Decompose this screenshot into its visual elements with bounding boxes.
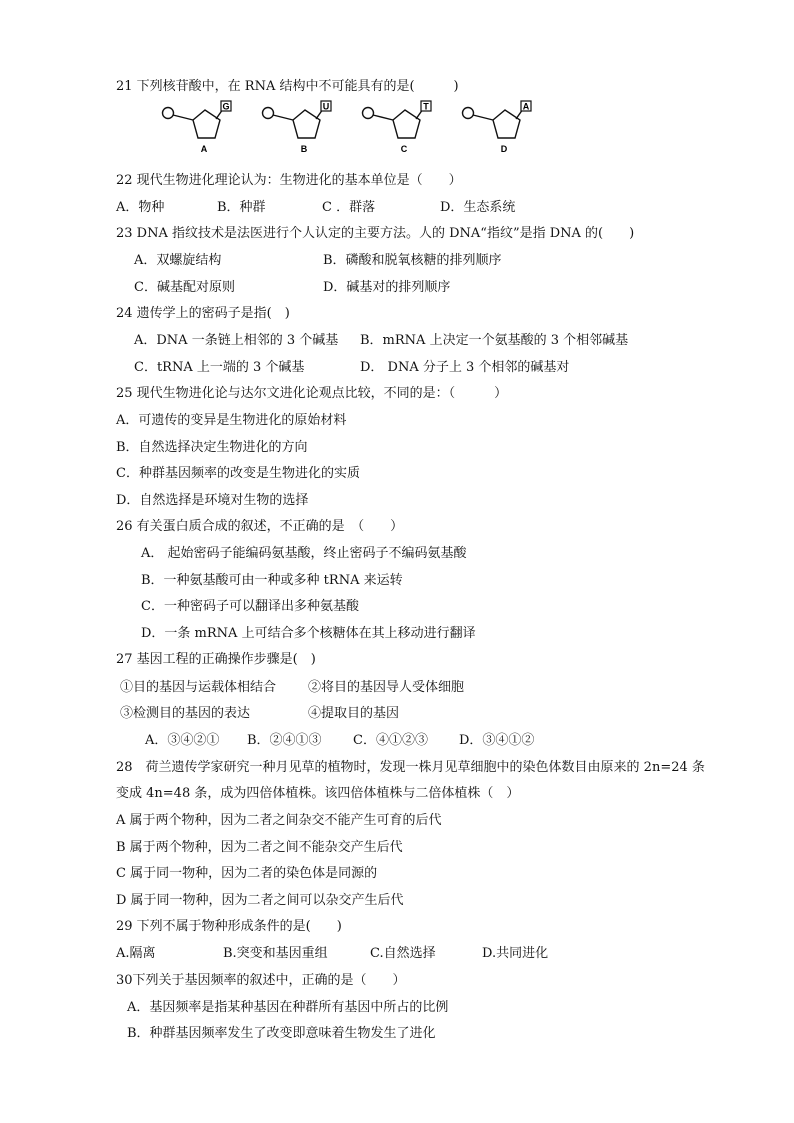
q24-options-row1 [134,333,694,349]
nucleotide-a [163,101,232,154]
q26-stem: 26 有关蛋白质合成的叙述，不正确的是 （ ） [116,519,404,534]
q29-option-c: C.自然选择 [370,946,436,961]
q30-option-b: B．种群基因频率发生了改变即意味着生物发生了进化 [127,1026,436,1041]
q25-option-a: A．可遗传的变异是生物进化的原始材料 [116,413,347,428]
q22-option-d: D．生态系统 [440,200,516,215]
phosphate-circle [163,108,174,119]
q23-option-c: C．碱基配对原则 [134,280,235,295]
option-label: B [300,144,308,154]
q28-option-a: A 属于两个物种，因为二者之间杂交不能产生可育的后代 [116,813,442,828]
q21-nucleotide-figure [160,100,540,160]
q26-option-c: C．一种密码子可以翻译出多种氨基酸 [141,599,359,614]
q23-option-a: A．双螺旋结构 [134,253,222,268]
q25-option-c: C．种群基因频率的改变是生物进化的实质 [116,466,360,481]
base-letter: U [322,101,330,112]
q26-option-d: D．一条 mRNA 上可结合多个核糖体在其上移动进行翻译 [141,626,476,641]
option-label: D [500,144,508,154]
q27-option-c: C．④①②③ [353,733,428,748]
phosphate-circle [463,108,474,119]
q27-step-1: ①目的基因与运载体相结合 [120,680,277,695]
q30-option-a: A．基因频率是指某种基因在种群所有基因中所占的比例 [127,1000,449,1015]
phosphate-circle [263,108,274,119]
q29-options [116,946,636,962]
q24-option-b: B．mRNA 上决定一个氨基酸的 3 个相邻碱基 [360,333,629,348]
nucleotide-diagram [160,100,540,160]
q27-step-2: ②将目的基因导人受体细胞 [308,680,465,695]
pentose-sugar [393,110,420,138]
q27-option-b: B．②④①③ [247,733,322,748]
q29-option-b: B.突变和基因重组 [223,946,328,961]
q27-stem: 27 基因工程的正确操作步骤是( ) [116,652,316,667]
q23-option-b: B．磷酸和脱氧核糖的排列顺序 [323,253,502,268]
q24-option-d: D． DNA 分子上 3 个相邻的碱基对 [360,360,570,375]
q23-options-row2 [134,280,694,296]
q24-stem: 24 遗传学上的密码子是指( ) [116,306,290,321]
q26-option-b: B．一种氨基酸可由一种或多种 tRNA 来运转 [141,573,403,588]
q27-option-a: A．③④②① [145,733,220,748]
q23-options-row1 [134,253,694,269]
q30-stem: 30下列关于基因频率的叙述中，正确的是（ ） [116,973,406,988]
nucleotide-d [463,101,532,154]
q28-option-d: D 属于同一物种，因为二者之间可以杂交产生后代 [116,893,404,908]
q28-stem-line2: 变成 4n=48 条，成为四倍体植株。该四倍体植株与二倍体植株（ ） [116,786,520,801]
q27-steps-row1 [120,680,620,696]
q22-option-b: B．种群 [217,200,266,215]
pentose-sugar [193,110,220,138]
q24-option-c: C．tRNA 上一端的 3 个碱基 [134,360,305,375]
q29-option-d: D.共同进化 [482,946,549,961]
q27-option-d: D．③④①② [459,733,535,748]
q25-stem: 25 现代生物进化论与达尔文进化论观点比较，不同的是：（ ） [116,386,508,401]
q27-steps-row2 [120,706,620,722]
q29-option-a: A.隔离 [116,946,156,961]
q28-option-b: B 属于两个物种，因为二者之间不能杂交产生后代 [116,840,403,855]
base-letter: A [522,101,530,112]
q23-stem: 23 DNA 指纹技术是法医进行个人认定的主要方法。人的 DNA“指纹”是指 DNA 的( ) [116,226,635,241]
q25-option-b: B．自然选择决定生物进化的方向 [116,440,308,455]
q21-stem: 21 下列核苷酸中，在 RNA 结构中不可能具有的是( ) [116,79,459,94]
q23-option-d: D．碱基对的排列顺序 [323,280,451,295]
nucleotide-b [263,101,332,154]
q27-step-4: ④提取目的基因 [308,706,400,721]
nucleotide-c [363,101,432,154]
q27-step-3: ③检测目的基因的表达 [120,706,251,721]
pentose-sugar [493,110,520,138]
q24-option-a: A．DNA 一条链上相邻的 3 个碱基 [134,333,339,348]
option-label: C [400,144,408,154]
base-letter: T [423,101,429,112]
q25-option-d: D．自然选择是环境对生物的选择 [116,493,309,508]
q22-stem: 22 现代生物进化理论认为：生物进化的基本单位是（ ） [116,173,462,188]
option-label: A [200,144,208,154]
q29-stem: 29 下列不属于物种形成条件的是( ) [116,919,342,934]
q22-options [116,200,716,216]
base-letter: G [222,101,230,112]
q22-option-c: C ．群落 [322,200,376,215]
q24-options-row2 [134,360,694,376]
q22-option-a: A．物种 [116,200,165,215]
phosphate-circle [363,108,374,119]
q28-option-c: C 属于同一物种，因为二者的染色体是同源的 [116,866,378,881]
pentose-sugar [293,110,320,138]
q28-stem-line1: 28 荷兰遗传学家研究一种月见草的植物时，发现一株月见草细胞中的染色体数目由原来的 2n=24 条 [116,760,705,775]
q26-option-a: A． 起始密码子能编码氨基酸，终止密码子不编码氨基酸 [141,546,467,561]
q27-options [145,733,605,749]
